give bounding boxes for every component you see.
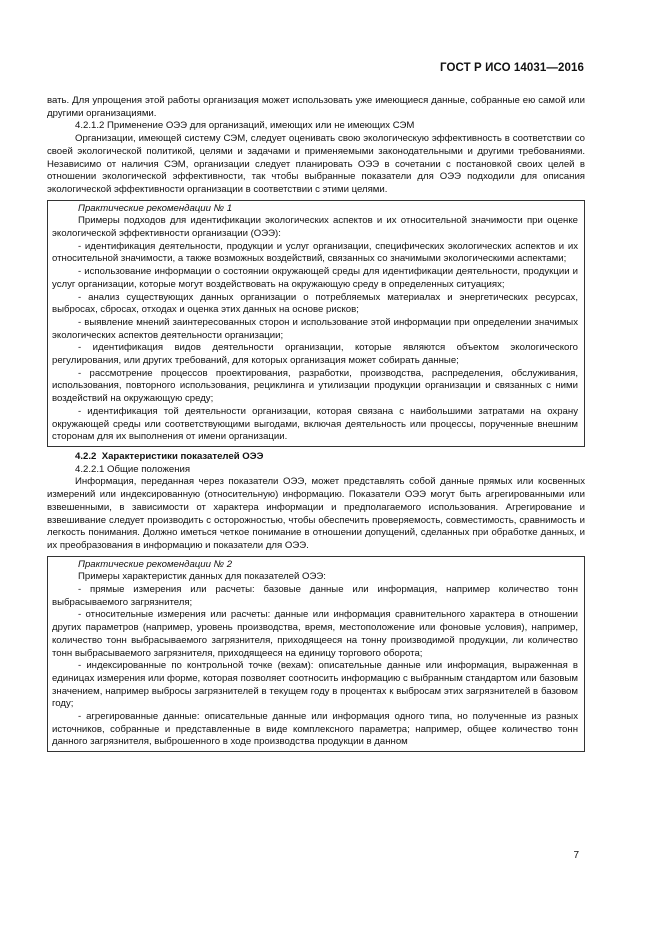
clause-4-2-2-1-text: Информация, переданная через показатели ОЭЭ, может представлять собой данные прямых или косвенных измерений или индексированную (относительную) информацию. Показатели ОЭЭ могут быть агрегированными или взвешенными, в зависимости от характера информации и предполагаемого использования. Агрегирование и взвешивание следует производить с осторожностью, чтобы обеспечить проверяемость, совместимость, сравнимость и легкость понимания. Должно иметься четкое понимание в отношении допущений, сделанных при обработке данных, и их преобразования в информацию и показатели для ОЭЭ. <box>47 476 585 551</box>
box1-item: - выявление мнений заинтересованных сторон и использование этой информации при определении значимых экологических аспектов деятельности организации; <box>52 316 578 341</box>
box2-item: - агрегированные данные: описательные данные или информация одного типа, но полученные из разных источников, собранные и представленные в виде комплексного параметра; например, общее количество тонн данного загрязнителя, выброшенного в ходе производства продукции в данном <box>52 711 578 748</box>
section-number: 4.2.2 <box>75 450 97 462</box>
page-number: 7 <box>573 850 579 861</box>
continuation-paragraph: вать. Для упрощения этой работы организация может использовать уже имеющиеся данные, собранные ею самой или другими организациями. <box>47 95 585 119</box>
clause-4-2-2-1-title: 4.2.2.1 Общие положения <box>75 463 191 475</box>
section-title: Характеристики показателей ОЭЭ <box>101 450 264 462</box>
clause-4-2-1-2-text: Организации, имеющей систему СЭМ, следует оценивать свою экологическую эффективность в соответствии со своей экологической политикой, целями и задачами и применяемыми законодательными и другими требованиями. Независимо от наличия СЭМ, организации следует планировать ОЭЭ в сочетании с постановкой своих целей в отношении экологической эффективности, так чтобы выбранные показатели для ОЭЭ подходили для описания экологической эффективности организации в соответствии с этими целями. <box>47 133 585 195</box>
box2-title: Практические рекомендации № 2 <box>78 558 233 570</box>
box2-item: - прямые измерения или расчеты: базовые данные или информация, например количество тонн выбрасываемого загрязнителя; <box>52 584 578 608</box>
practical-recommendations-2 <box>47 556 585 753</box>
box2-item: - относительные измерения или расчеты: данные или информация сравнительного характера в отношении других параметров (например, уровень производства, время, местоположение или фоновые условия), например, количество тонн выбрасываемого загрязнителя, приходящееся на тонну производимой продукции, ли количество тонн выбрасываемого загрязнителя, приходящееся на единицу торгового оборота; <box>52 609 578 659</box>
box2-item: - индексированные по контрольной точке (вехам): описательные данные или информация, выраженная в единицах измерения или форме, которая позволяет соотносить информацию с выбранным стандартом или базовым значением, например выбросы загрязнителей в текущем году в процентах к выбросам этих загрязнителей в базовом году; <box>52 660 578 710</box>
box1-lead: Примеры подходов для идентификации экологических аспектов и их относительной значимости при оценке экологической эффективности организации (ОЭЭ): <box>52 215 578 240</box>
box1-item: - идентификация деятельности, продукции и услуг организации, специфических экологических аспектов и их относительной значимости, а также возможных воздействий, связанных со значимыми экологическими аспектами; <box>52 240 578 265</box>
clause-4-2-1-2-title: 4.2.1.2 Применение ОЭЭ для организаций, имеющих или не имеющих СЭМ <box>75 120 415 132</box>
box2-lead: Примеры характеристик данных для показателей ОЭЭ: <box>78 571 326 583</box>
box1-title: Практические рекомендации № 1 <box>78 202 233 214</box>
document-body <box>47 95 585 756</box>
box1-item: - идентификация той деятельности организации, которая связана с наибольшими затратами на охрану окружающей среды или соответствующими выгодами, включая деятельность или процессы, порученные внешним сторонам для их выполнения от имени организации. <box>52 405 578 443</box>
standard-header: ГОСТ Р ИСО 14031—2016 <box>439 62 584 74</box>
section-4-2-2-heading <box>47 451 585 464</box>
box1-item: - идентификация видов деятельности организации, которые являются объектом экологического регулирования, или других требований, для которых организация может собирать данные; <box>52 342 578 367</box>
box1-item: - анализ существующих данных организации о потребляемых материалах и энергетических ресурсах, выбросах, сбросах, отходах и оценка этих данных на основе рисков; <box>52 291 578 316</box>
box1-item: - рассмотрение процессов проектирования, разработки, производства, распределения, обслуживания, использования, повторного использования, рециклинга и утилизации продукции организации и связанных с ними воздействий на окружающую среду; <box>52 367 578 405</box>
box1-item: - использование информации о состоянии окружающей среды для идентификации деятельности, продукции и услуг организации, которые могут воздействовать на окружающую среду в определенных ситуациях; <box>52 266 578 290</box>
practical-recommendations-1 <box>47 200 585 447</box>
